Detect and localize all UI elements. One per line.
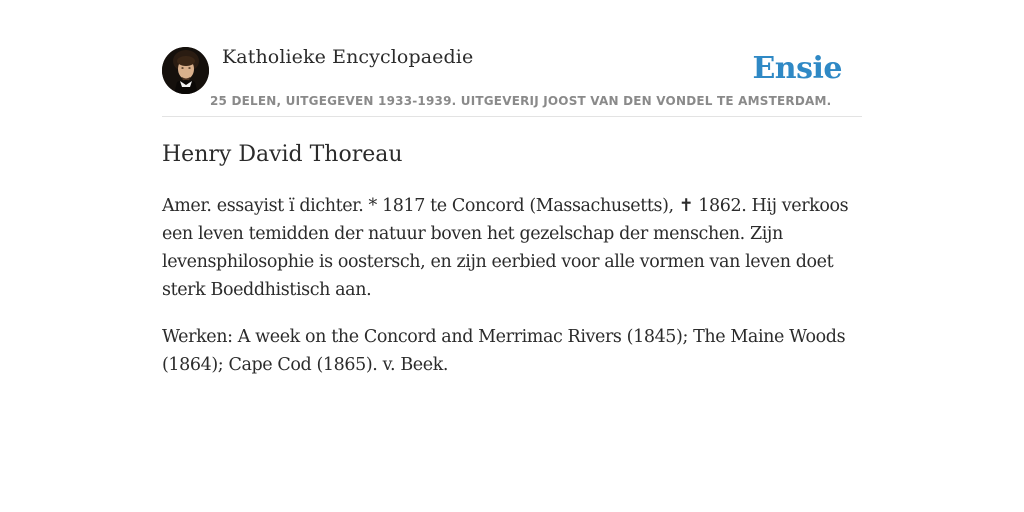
site-header bbox=[162, 45, 862, 117]
article bbox=[162, 138, 862, 379]
avatar[interactable] bbox=[162, 47, 209, 94]
article-paragraph: Amer. essayist ï dichter. * 1817 te Concord (Massachusetts), ✝ 1862. Hij verkoos een leven temidden der natuur boven het gezelschap der menschen. Zijn levensphilosophie is oostersch, en zijn eerbied voor alle vormen van leven doet sterk Boeddhistisch aan. bbox=[162, 196, 849, 300]
encyclopedia-title[interactable]: Katholieke Encyclopaedie bbox=[222, 46, 474, 68]
article-paragraph: Werken: A week on the Concord and Merrimac Rivers (1845); The Maine Woods (1864); Cape Cod (1865). v. Beek. bbox=[162, 327, 846, 375]
portrait-icon bbox=[162, 47, 209, 94]
article-title: Henry David Thoreau bbox=[162, 142, 403, 167]
ensie-logo-link[interactable]: Ensie bbox=[752, 51, 842, 86]
encyclopedia-subtitle: 25 DELEN, UITGEGEVEN 1933-1939. UITGEVERIJ JOOST VAN DEN VONDEL TE AMSTERDAM. bbox=[210, 94, 832, 108]
